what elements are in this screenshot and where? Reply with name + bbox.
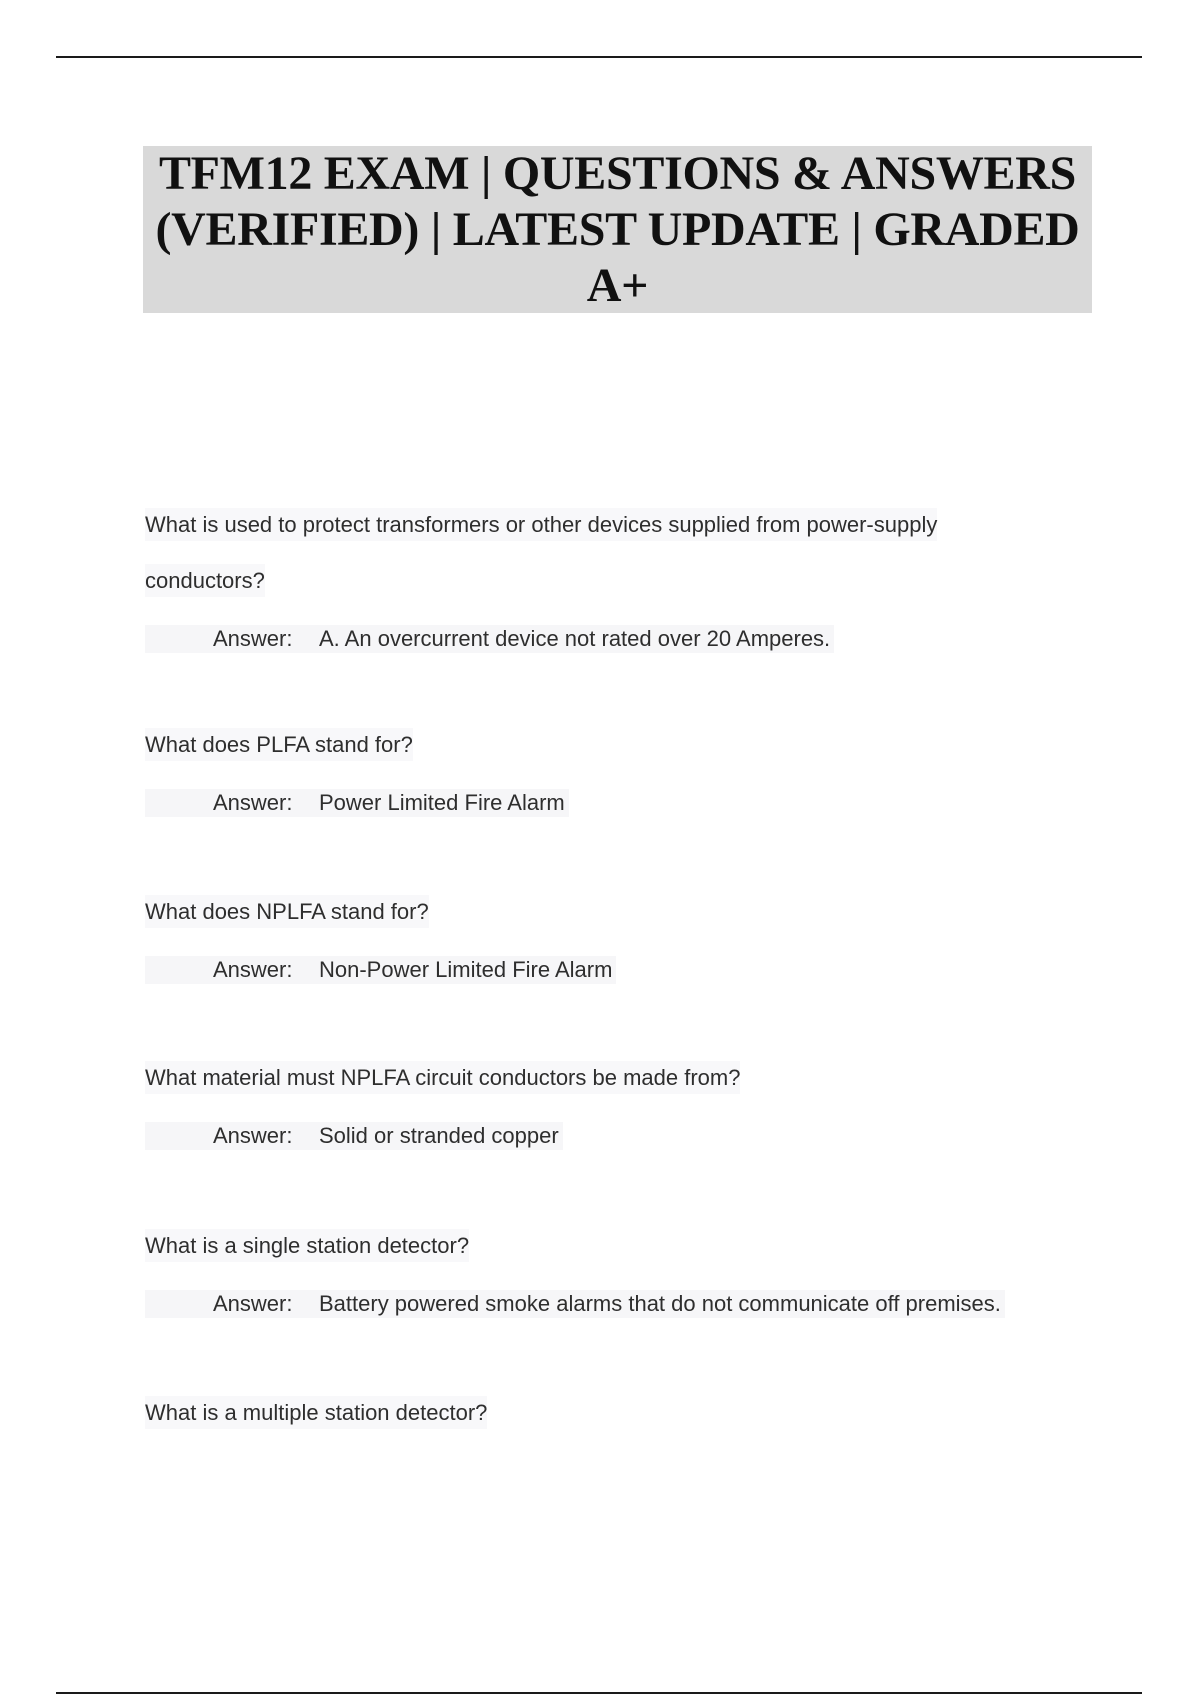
question-text: What is a single station detector? — [145, 1229, 469, 1262]
answer-label: Answer: — [213, 957, 293, 982]
qa-item — [145, 1050, 1095, 1150]
qa-item — [145, 717, 1095, 817]
answer-label: Answer: — [213, 626, 293, 651]
question-text: What is a multiple station detector? — [145, 1396, 487, 1429]
top-rule — [56, 56, 1142, 58]
answer-row — [145, 1290, 1005, 1318]
answer-label: Answer: — [213, 1123, 293, 1148]
title-banner — [143, 146, 1092, 313]
question-text: What is used to protect transformers or other devices supplied from power-supply conductors? — [145, 508, 937, 597]
qa-item — [145, 1385, 1095, 1441]
answer-label: Answer: — [213, 1291, 293, 1316]
answer-row — [145, 789, 569, 817]
answer-text: Solid or stranded copper — [319, 1123, 559, 1148]
qa-item — [145, 884, 1095, 984]
document-title: TFM12 EXAM | QUESTIONS & ANSWERS (VERIFIED) | LATEST UPDATE | GRADED A+ — [155, 147, 1080, 312]
answer-label: Answer: — [213, 790, 293, 815]
answer-row — [145, 956, 616, 984]
bottom-rule — [56, 1692, 1142, 1694]
answer-text: Battery powered smoke alarms that do not communicate off premises. — [319, 1291, 1001, 1316]
answer-row — [145, 625, 834, 653]
answer-text: Power Limited Fire Alarm — [319, 790, 565, 815]
answer-text: A. An overcurrent device not rated over 20 Amperes. — [319, 626, 831, 651]
question-text: What does NPLFA stand for? — [145, 895, 429, 928]
qa-item — [145, 497, 1095, 653]
question-text: What does PLFA stand for? — [145, 728, 413, 761]
answer-row — [145, 1122, 563, 1150]
qa-item — [145, 1218, 1095, 1318]
question-text: What material must NPLFA circuit conductors be made from? — [145, 1061, 740, 1094]
answer-text: Non-Power Limited Fire Alarm — [319, 957, 613, 982]
